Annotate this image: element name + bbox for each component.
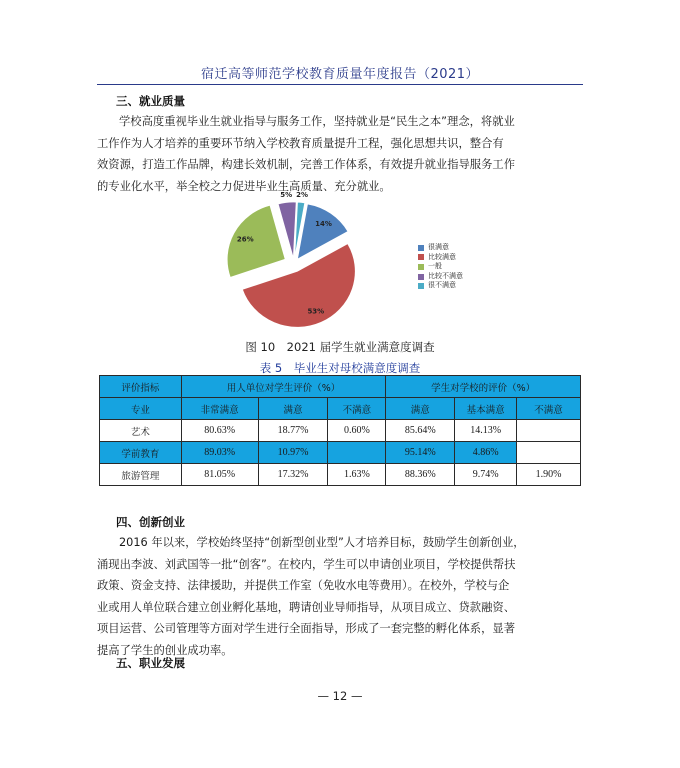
legend-label: 比较满意 (428, 252, 456, 261)
legend-label: 比较不满意 (428, 271, 463, 280)
paragraph-line: 提高了学生的创业成功率。 (97, 643, 233, 657)
header-cell: 非常满意 (181, 398, 258, 420)
legend-item (418, 272, 463, 282)
table-cell: 艺术 (100, 420, 182, 442)
table-row (100, 420, 581, 442)
table-header-row (100, 376, 581, 398)
header-cell: 评价指标 (100, 376, 182, 398)
table-cell: 80.63% (181, 420, 258, 442)
table-cell (328, 442, 386, 464)
legend-swatch (418, 245, 424, 251)
pie-data-label: 26% (236, 235, 254, 244)
report-header-title: 宿迁高等师范学校教育质量年度报告（2021） (200, 67, 480, 82)
figure-caption: 图 10 2021 届学生就业满意度调查 (245, 340, 435, 354)
legend-label: 一般 (428, 262, 442, 271)
table-cell: 14.13% (455, 420, 517, 442)
table-cell: 85.64% (386, 420, 455, 442)
header-cell: 专业 (100, 398, 182, 420)
table-cell: 88.36% (386, 464, 455, 486)
table-subheader-row (100, 398, 581, 420)
section-heading-career: 五、职业发展 (116, 656, 185, 670)
table-cell: 10.97% (258, 442, 328, 464)
legend-label: 很满意 (428, 243, 449, 251)
header-divider (97, 84, 583, 85)
page-number: — 12 — (317, 689, 363, 703)
table-cell: 95.14% (386, 442, 455, 464)
table-cell: 81.05% (181, 464, 258, 486)
paragraph-line: 学校高度重视毕业生就业指导与服务工作，坚持就业是“民生之本”理念，将就业 (119, 115, 515, 128)
legend-swatch (418, 283, 424, 289)
section-heading-employment: 三、就业质量 (116, 94, 185, 108)
header-cell: 学生对学校的评价（%） (386, 376, 581, 398)
pie-legend (418, 243, 463, 291)
table-cell: 旅游管理 (100, 464, 182, 486)
paragraph-line: 项目运营、公司管理等方面对学生进行全面指导，形成了一套完整的孵化体系，显著 (97, 622, 515, 636)
pie-data-label: 2% (296, 191, 308, 200)
paragraph-line: 2016 年以来，学校始终坚持“创新型创业型”人才培养目标，鼓励学生创新创业， (119, 536, 525, 549)
satisfaction-pie-chart (196, 191, 396, 332)
legend-item (418, 243, 463, 253)
legend-swatch (418, 264, 424, 270)
legend-item (418, 262, 463, 272)
table-caption: 表 5 毕业生对母校满意度调查 (259, 361, 421, 375)
header-cell: 满意 (258, 398, 328, 420)
header-cell: 基本满意 (455, 398, 517, 420)
table-cell (517, 442, 581, 464)
table-cell: 0.60% (328, 420, 386, 442)
paragraph-line: 政策、资金支持、法律援助，并提供工作室（免收水电等费用）。在校外，学校与企 (97, 579, 510, 593)
table-cell: 89.03% (181, 442, 258, 464)
innovation-paragraph (97, 532, 583, 662)
table-cell: 4.86% (455, 442, 517, 464)
employment-paragraph (97, 111, 583, 200)
pie-data-label: 14% (315, 219, 332, 228)
table-cell (517, 420, 581, 442)
header-cell: 满意 (386, 398, 455, 420)
paragraph-line: 的专业化水平，举全校之力促进毕业生高质量、充分就业。 (97, 179, 391, 193)
header-cell: 用人单位对学生评价（%） (181, 376, 386, 398)
paragraph-line: 涌现出李波、刘武国等一批“创客”。在校内，学生可以申请创业项目，学校提供帮扶 (97, 557, 516, 571)
paragraph-line: 业或用人单位联合建立创业孵化基地，聘请创业导师指导，从项目成立、贷款融资、 (97, 600, 515, 614)
table-cell: 1.90% (517, 464, 581, 486)
legend-swatch (418, 274, 424, 280)
satisfaction-table (99, 375, 581, 486)
table-row (100, 442, 581, 464)
legend-item (418, 281, 463, 291)
paragraph-line: 效资源，打造工作品牌，构建长效机制，完善工作体系，有效提升就业指导服务工作 (97, 158, 515, 172)
pie-data-label: 5% (280, 191, 293, 200)
header-cell: 不满意 (517, 398, 581, 420)
table-cell: 9.74% (455, 464, 517, 486)
table-cell: 17.32% (258, 464, 328, 486)
table-row (100, 464, 581, 486)
paragraph-line: 工作作为人才培养的重要环节纳入学校教育质量提升工程，强化思想共识，整合有 (97, 136, 504, 150)
section-heading-innovation: 四、创新创业 (116, 515, 185, 529)
legend-swatch (418, 254, 424, 260)
pie-data-label: 53% (307, 307, 325, 316)
table-cell: 学前教育 (100, 442, 182, 464)
table-cell: 18.77% (258, 420, 328, 442)
legend-label: 很不满意 (428, 281, 456, 290)
legend-item (418, 253, 463, 263)
table-cell: 1.63% (328, 464, 386, 486)
header-cell: 不满意 (328, 398, 386, 420)
